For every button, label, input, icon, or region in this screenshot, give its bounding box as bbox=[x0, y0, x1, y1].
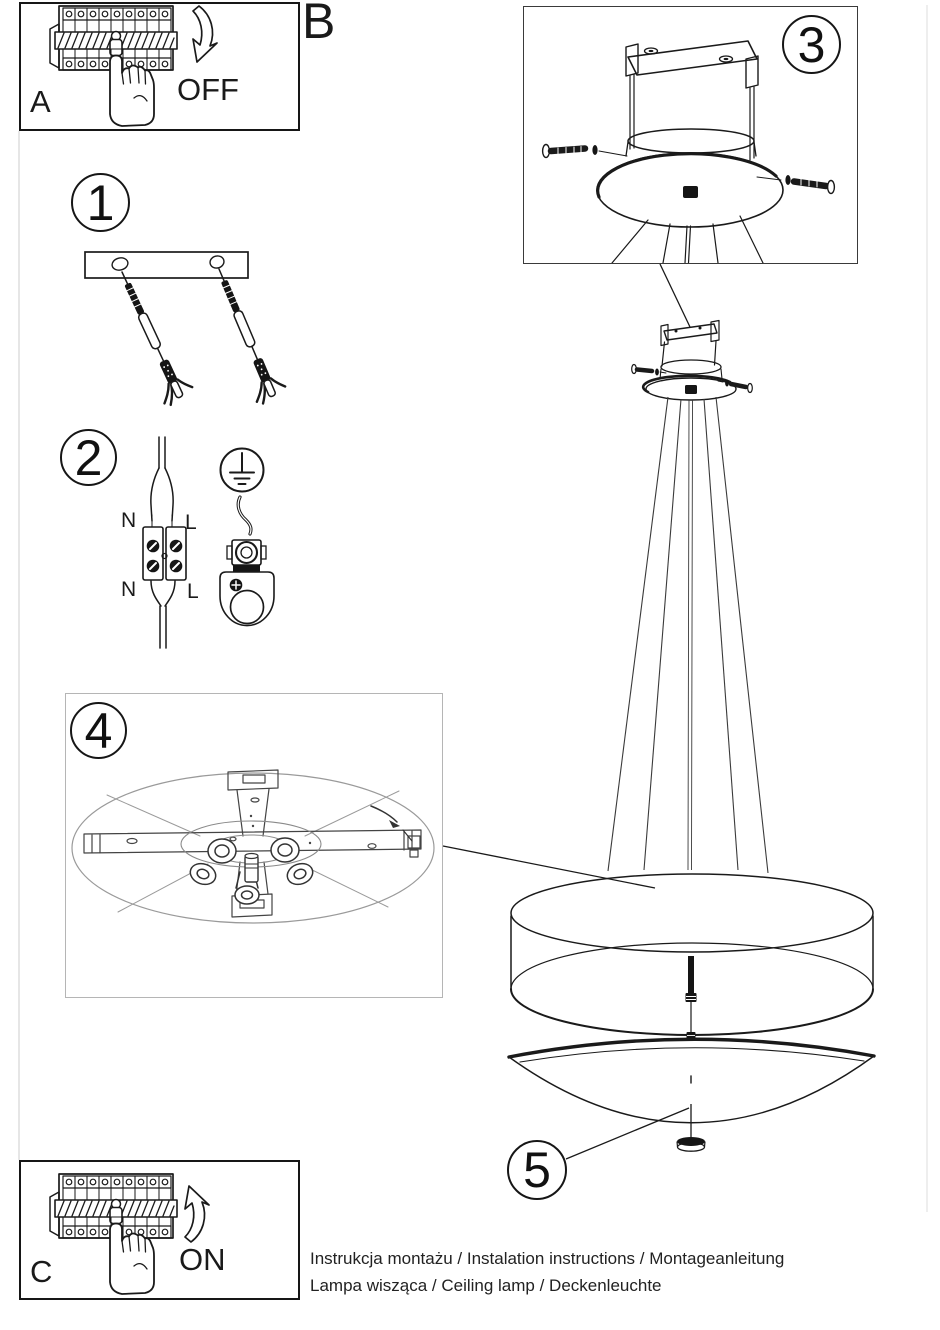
mains-cable-top bbox=[151, 437, 173, 527]
step-3-number: 3 bbox=[797, 16, 826, 73]
center-rod bbox=[686, 956, 697, 1040]
panel-c-label: C bbox=[30, 1254, 53, 1289]
suspension-cables bbox=[608, 397, 768, 873]
terminal-block bbox=[143, 527, 186, 580]
drum-shade bbox=[511, 874, 873, 1035]
footer-title-line: Instrukcja montażu / Instalation instructions / Montageanleitung bbox=[310, 1249, 785, 1268]
step1-mounting-bar bbox=[85, 252, 248, 278]
on-label: ON bbox=[179, 1242, 226, 1277]
off-label: OFF bbox=[177, 72, 239, 107]
step-5-badge bbox=[507, 1140, 567, 1200]
step1-anchor-left bbox=[107, 266, 196, 407]
panel-a-label: A bbox=[30, 84, 51, 119]
ground-clamp bbox=[220, 540, 274, 626]
step1-anchor-right bbox=[203, 263, 288, 405]
section-b-label: B bbox=[302, 0, 336, 49]
step-4-number: 4 bbox=[84, 702, 113, 759]
step5-leader-line bbox=[566, 1108, 689, 1159]
ground-symbol-icon bbox=[221, 449, 264, 492]
panel-c-box bbox=[19, 1160, 300, 1300]
live-label-bottom: L bbox=[187, 580, 199, 603]
step-1-number: 1 bbox=[86, 174, 115, 231]
neutral-label-bottom: N bbox=[121, 578, 137, 601]
mains-cable-bottom bbox=[151, 581, 175, 648]
lamp-ceiling-assembly bbox=[632, 321, 753, 401]
live-label-top: L bbox=[185, 511, 197, 534]
step3-leader-line bbox=[660, 264, 690, 327]
step-2-badge bbox=[60, 429, 117, 486]
step2-wiring bbox=[143, 437, 274, 648]
step4-leader-line bbox=[443, 846, 655, 888]
step-3-badge bbox=[782, 15, 841, 74]
ground-wire bbox=[238, 497, 251, 534]
footer-product-line: Lampa wisząca / Ceiling lamp / Deckenleuchte bbox=[310, 1276, 662, 1295]
step-4-badge bbox=[70, 702, 127, 759]
panel-a-box bbox=[19, 2, 300, 131]
neutral-label-top: N bbox=[121, 509, 137, 532]
step-1-badge bbox=[71, 173, 130, 232]
step-5-number: 5 bbox=[523, 1142, 551, 1198]
step-2-number: 2 bbox=[74, 429, 103, 486]
